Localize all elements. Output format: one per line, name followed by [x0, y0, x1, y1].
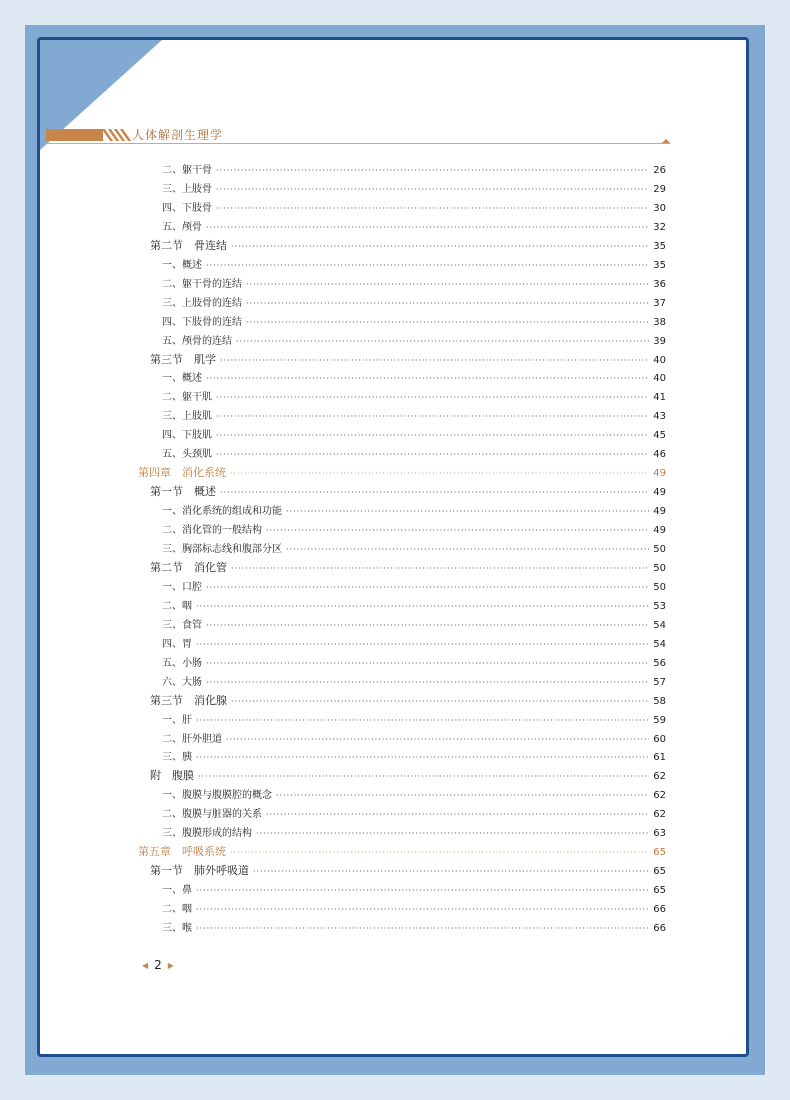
- toc-entry-title: 二、咽: [162, 600, 192, 612]
- toc-leader-dots: [266, 526, 649, 535]
- toc-leader-dots: [216, 204, 649, 213]
- toc-item-row: [162, 786, 666, 805]
- toc-leader-dots: [266, 810, 649, 819]
- toc-item-row: [162, 332, 666, 351]
- toc-leader-dots: [246, 280, 649, 289]
- toc-item-row: [162, 805, 666, 824]
- toc-entry-title: 第三节 消化腺: [150, 693, 227, 707]
- toc-entry-title: 四、下肢肌: [162, 430, 212, 442]
- toc-entry-title: 五、颅骨: [162, 221, 202, 233]
- toc-leader-dots: [206, 261, 649, 270]
- toc-page-number: 66: [653, 904, 666, 916]
- toc-section-row: [150, 862, 666, 881]
- toc-entry-title: 三、喉: [162, 923, 192, 934]
- toc-page-number: 40: [653, 373, 666, 385]
- toc-item-row: [162, 180, 666, 199]
- toc-leader-dots: [206, 583, 649, 592]
- next-arrow-icon: ▶: [167, 960, 174, 970]
- toc-page-number: 61: [653, 752, 666, 764]
- toc-page-number: 49: [653, 487, 666, 499]
- toc-leader-dots: [216, 393, 649, 402]
- toc-item-row: [162, 711, 666, 730]
- toc-page-number: 58: [653, 695, 666, 707]
- toc-entry-title: 五、颅骨的连结: [162, 335, 232, 347]
- toc-section-row: [150, 237, 666, 256]
- page-number: 2: [154, 958, 162, 972]
- toc-leader-dots: [231, 564, 649, 573]
- toc-item-row: [162, 824, 666, 843]
- toc-entry-title: 三、胰: [162, 752, 192, 764]
- header-rule-tip-icon: [662, 139, 670, 143]
- toc-entry-title: 三、上肢肌: [162, 411, 212, 423]
- toc-page-number: 60: [653, 733, 666, 745]
- toc-item-row: [162, 407, 666, 426]
- toc-page-number: 50: [653, 581, 666, 593]
- toc-page-number: 38: [653, 316, 666, 328]
- toc-page-number: 40: [653, 354, 666, 366]
- toc-leader-dots: [206, 223, 649, 232]
- toc-entry-title: 一、腹膜与腹膜腔的概念: [162, 790, 272, 802]
- toc-leader-dots: [196, 886, 649, 895]
- toc-entry-title: 第二节 骨连结: [150, 238, 227, 252]
- toc-leader-dots: [196, 602, 649, 611]
- toc-leader-dots: [216, 431, 649, 440]
- toc-entry-title: 四、胃: [162, 638, 192, 650]
- toc-page-number: 39: [653, 335, 666, 347]
- toc-entry-title: 二、腹膜与脏器的关系: [162, 809, 262, 821]
- toc-page-number: 35: [653, 259, 666, 271]
- prev-arrow-icon: ◀: [142, 960, 149, 970]
- toc-leader-dots: [231, 697, 649, 706]
- toc-page-number: 62: [653, 809, 666, 821]
- toc-item-row: [162, 218, 666, 237]
- toc-entry-title: 四、下肢骨: [162, 202, 212, 214]
- page-footer: [136, 958, 180, 972]
- toc-item-row: [162, 919, 666, 938]
- toc-entry-title: 一、消化系统的组成和功能: [162, 506, 282, 518]
- toc-entry-title: 二、咽: [162, 904, 192, 916]
- toc-leader-dots: [196, 753, 649, 762]
- toc-item-row: [162, 161, 666, 180]
- toc-entry-title: 二、肝外胆道: [162, 733, 222, 745]
- toc-entry-title: 二、躯干骨: [162, 165, 212, 176]
- toc-page-number: 26: [653, 165, 666, 176]
- toc-leader-dots: [230, 848, 649, 857]
- toc-leader-dots: [216, 412, 649, 421]
- toc-item-row: [162, 597, 666, 616]
- toc-item-row: [162, 199, 666, 218]
- toc-leader-dots: [231, 242, 649, 251]
- toc-page-number: 62: [653, 771, 666, 783]
- toc-entry-title: 一、口腔: [162, 581, 202, 593]
- toc-leader-dots: [253, 867, 649, 876]
- toc-page-number: 54: [653, 619, 666, 631]
- running-header: [46, 126, 670, 146]
- header-rule: [46, 143, 670, 144]
- toc-item-row: [162, 369, 666, 388]
- toc-leader-dots: [230, 469, 649, 478]
- toc-entry-title: 六、大肠: [162, 676, 202, 688]
- toc-page-number: 46: [653, 449, 666, 461]
- toc-entry-title: 一、概述: [162, 373, 202, 385]
- toc-item-row: [162, 256, 666, 275]
- toc-entry-title: 三、上肢骨: [162, 183, 212, 195]
- toc-page-number: 65: [653, 885, 666, 897]
- toc-leader-dots: [220, 356, 649, 365]
- toc-item-row: [162, 313, 666, 332]
- toc-item-row: [162, 521, 666, 540]
- toc-page-number: 32: [653, 221, 666, 233]
- toc-page-number: 62: [653, 790, 666, 802]
- toc-page-number: 45: [653, 430, 666, 442]
- toc-item-row: [162, 616, 666, 635]
- toc-entry-title: 五、小肠: [162, 657, 202, 669]
- toc-item-row: [162, 900, 666, 919]
- toc-leader-dots: [246, 299, 649, 308]
- toc-section-row: [150, 692, 666, 711]
- toc-item-row: [162, 635, 666, 654]
- toc-chapter-row: [138, 843, 666, 862]
- toc-item-row: [162, 673, 666, 692]
- toc-entry-title: 第五章 呼吸系统: [138, 845, 226, 859]
- toc-leader-dots: [236, 337, 649, 346]
- toc-page-number: 53: [653, 600, 666, 612]
- toc-entry-title: 三、上肢骨的连结: [162, 297, 242, 309]
- toc-section-row: [150, 767, 666, 786]
- toc-page-number: 30: [653, 202, 666, 214]
- toc-entry-title: 三、腹膜形成的结构: [162, 828, 252, 840]
- toc-entry-title: 三、胸部标志线和腹部分区: [162, 544, 282, 555]
- toc-page-number: 56: [653, 657, 666, 669]
- book-page: [37, 37, 749, 1057]
- toc-leader-dots: [206, 659, 649, 668]
- toc-leader-dots: [198, 772, 649, 781]
- toc-leader-dots: [216, 166, 649, 175]
- toc-entry-title: 四、下肢骨的连结: [162, 316, 242, 328]
- toc-page-number: 37: [653, 297, 666, 309]
- toc-leader-dots: [220, 488, 649, 497]
- toc-item-row: [162, 881, 666, 900]
- toc-entry-title: 三、食管: [162, 619, 202, 631]
- toc-page-number: 36: [653, 278, 666, 290]
- toc-item-row: [162, 426, 666, 445]
- toc-leader-dots: [206, 678, 649, 687]
- toc-leader-dots: [196, 716, 649, 725]
- toc-entry-title: 第四章 消化系统: [138, 466, 226, 480]
- toc-leader-dots: [216, 450, 649, 459]
- toc-entry-title: 五、头颈肌: [162, 449, 212, 461]
- toc-entry-title: 一、肝: [162, 714, 192, 726]
- toc-item-row: [162, 294, 666, 313]
- toc-chapter-row: [138, 464, 666, 483]
- toc-page-number: 65: [653, 866, 666, 878]
- toc-leader-dots: [196, 640, 649, 649]
- toc-item-row: [162, 388, 666, 407]
- toc-entry-title: 二、消化管的一般结构: [162, 525, 262, 537]
- toc-entry-title: 第一节 概述: [150, 485, 216, 499]
- toc-item-row: [162, 445, 666, 464]
- toc-page-number: 49: [653, 468, 666, 480]
- toc-page-number: 54: [653, 638, 666, 650]
- toc-leader-dots: [276, 791, 649, 800]
- toc-leader-dots: [196, 905, 649, 914]
- toc-entry-title: 第三节 肌学: [150, 352, 216, 366]
- toc-entry-title: 附 腹膜: [150, 769, 194, 783]
- toc-page-number: 57: [653, 676, 666, 688]
- toc-page-number: 35: [653, 240, 666, 252]
- toc-item-row: [162, 748, 666, 767]
- toc-section-row: [150, 559, 666, 578]
- toc-page-number: 43: [653, 411, 666, 423]
- toc-page-number: 66: [653, 923, 666, 934]
- toc-entry-title: 一、概述: [162, 259, 202, 271]
- toc-leader-dots: [286, 507, 649, 516]
- toc-leader-dots: [206, 374, 649, 383]
- toc-leader-dots: [256, 829, 649, 838]
- toc-entry-title: 二、躯干骨的连结: [162, 278, 242, 290]
- toc-item-row: [162, 540, 666, 559]
- toc-page-number: 59: [653, 714, 666, 726]
- toc-leader-dots: [246, 318, 649, 327]
- toc-page-number: 41: [653, 392, 666, 404]
- toc-item-row: [162, 502, 666, 521]
- toc-item-row: [162, 275, 666, 294]
- toc-entry-title: 二、躯干肌: [162, 392, 212, 404]
- toc-page-number: 50: [653, 562, 666, 574]
- toc-section-row: [150, 351, 666, 370]
- toc-page-number: 49: [653, 525, 666, 537]
- toc-leader-dots: [206, 621, 649, 630]
- toc-entry-title: 第一节 肺外呼吸道: [150, 864, 249, 878]
- header-accent-bar: [46, 129, 103, 141]
- toc-item-row: [162, 654, 666, 673]
- toc-leader-dots: [226, 735, 649, 744]
- toc-page-number: 65: [653, 847, 666, 859]
- book-title: 人体解剖生理学: [132, 128, 224, 142]
- toc-page-number: 63: [653, 828, 666, 840]
- toc-page-number: 50: [653, 544, 666, 555]
- toc-section-row: [150, 483, 666, 502]
- toc-page-number: 29: [653, 183, 666, 195]
- toc-item-row: [162, 730, 666, 749]
- toc-leader-dots: [286, 545, 649, 554]
- toc-entry-title: 第二节 消化管: [150, 560, 227, 574]
- toc-page-number: 49: [653, 506, 666, 518]
- toc-leader-dots: [196, 924, 649, 933]
- toc-entry-title: 一、鼻: [162, 885, 192, 897]
- toc-leader-dots: [216, 185, 649, 194]
- toc-item-row: [162, 578, 666, 597]
